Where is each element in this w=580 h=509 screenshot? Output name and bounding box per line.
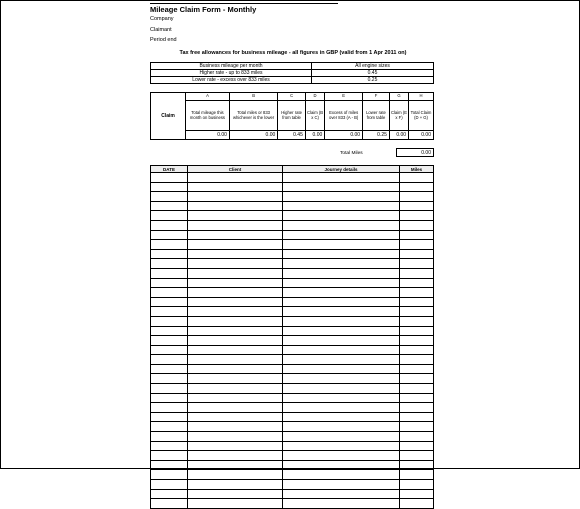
col-desc-h: Total Claim (D + G) bbox=[409, 101, 434, 131]
company-field[interactable]: Company bbox=[150, 16, 174, 22]
col-desc-g: Claim (E x F) bbox=[389, 101, 408, 131]
col-letter-e: E bbox=[325, 93, 363, 101]
journey-details-cell[interactable] bbox=[283, 278, 400, 288]
client-cell[interactable] bbox=[188, 489, 283, 499]
date-cell[interactable] bbox=[151, 499, 188, 509]
miles-cell[interactable] bbox=[400, 259, 434, 269]
rates-table bbox=[150, 62, 434, 84]
miles-cell[interactable] bbox=[400, 384, 434, 394]
client-cell[interactable] bbox=[188, 173, 283, 183]
date-cell[interactable] bbox=[151, 316, 188, 326]
journey-row bbox=[151, 230, 434, 240]
col-desc-c: Higher rate from table bbox=[278, 101, 306, 131]
client-cell[interactable] bbox=[188, 355, 283, 365]
miles-cell[interactable] bbox=[400, 182, 434, 192]
total-miles-value: 0.00 bbox=[396, 148, 434, 157]
date-cell[interactable] bbox=[151, 326, 188, 336]
miles-cell[interactable] bbox=[400, 326, 434, 336]
miles-cell[interactable] bbox=[400, 432, 434, 442]
total-miles-label: Total Miles bbox=[340, 151, 363, 156]
col-desc-a: Total mileage this month on business bbox=[186, 101, 230, 131]
journey-details-cell[interactable] bbox=[283, 259, 400, 269]
client-cell[interactable] bbox=[188, 182, 283, 192]
date-cell[interactable] bbox=[151, 451, 188, 461]
journey-details-cell[interactable] bbox=[283, 201, 400, 211]
client-cell[interactable] bbox=[188, 211, 283, 221]
higher-rate-value: 0.45 bbox=[312, 70, 434, 77]
miles-cell[interactable] bbox=[400, 316, 434, 326]
claim-table bbox=[150, 92, 434, 140]
miles-cell[interactable] bbox=[400, 499, 434, 509]
date-cell[interactable] bbox=[151, 192, 188, 202]
journey-row bbox=[151, 403, 434, 413]
client-cell[interactable] bbox=[188, 451, 283, 461]
journey-details-cell[interactable] bbox=[283, 499, 400, 509]
journey-row bbox=[151, 374, 434, 384]
journey-row bbox=[151, 220, 434, 230]
miles-cell[interactable] bbox=[400, 173, 434, 183]
miles-cell[interactable] bbox=[400, 268, 434, 278]
journey-row bbox=[151, 240, 434, 250]
date-cell[interactable] bbox=[151, 278, 188, 288]
client-cell[interactable] bbox=[188, 240, 283, 250]
miles-cell[interactable] bbox=[400, 393, 434, 403]
client-cell[interactable] bbox=[188, 422, 283, 432]
journey-details-cell[interactable] bbox=[283, 249, 400, 259]
col-desc-b: Total miles or 833 whichever is the lower bbox=[229, 101, 277, 131]
journey-details-cell[interactable] bbox=[283, 182, 400, 192]
journey-row bbox=[151, 489, 434, 499]
miles-cell[interactable] bbox=[400, 403, 434, 413]
journey-details-cell[interactable] bbox=[283, 441, 400, 451]
journey-row bbox=[151, 307, 434, 317]
miles-cell[interactable] bbox=[400, 288, 434, 298]
journey-details-cell[interactable] bbox=[283, 480, 400, 490]
journey-details-cell[interactable] bbox=[283, 393, 400, 403]
date-cell[interactable] bbox=[151, 173, 188, 183]
journey-row bbox=[151, 432, 434, 442]
miles-cell[interactable] bbox=[400, 374, 434, 384]
date-cell[interactable] bbox=[151, 259, 188, 269]
miles-cell[interactable] bbox=[400, 297, 434, 307]
miles-cell[interactable] bbox=[400, 355, 434, 365]
lower-rate-value: 0.25 bbox=[312, 77, 434, 84]
client-cell[interactable] bbox=[188, 259, 283, 269]
journey-row bbox=[151, 412, 434, 422]
journey-details-cell[interactable] bbox=[283, 403, 400, 413]
client-cell[interactable] bbox=[188, 384, 283, 394]
miles-cell[interactable] bbox=[400, 422, 434, 432]
date-cell[interactable] bbox=[151, 297, 188, 307]
date-cell[interactable] bbox=[151, 345, 188, 355]
client-cell[interactable] bbox=[188, 316, 283, 326]
col-desc-e: Excess of miles over 833 (A - B) bbox=[325, 101, 363, 131]
client-cell[interactable] bbox=[188, 393, 283, 403]
client-cell[interactable] bbox=[188, 220, 283, 230]
journey-row bbox=[151, 182, 434, 192]
col-value-f: 0.25 bbox=[363, 131, 390, 140]
date-cell[interactable] bbox=[151, 480, 188, 490]
journey-row bbox=[151, 268, 434, 278]
date-cell[interactable] bbox=[151, 240, 188, 250]
journey-details-cell[interactable] bbox=[283, 326, 400, 336]
miles-cell[interactable] bbox=[400, 249, 434, 259]
date-cell[interactable] bbox=[151, 201, 188, 211]
date-cell[interactable] bbox=[151, 412, 188, 422]
col-value-c: 0.45 bbox=[278, 131, 306, 140]
title-rule bbox=[150, 3, 338, 4]
date-cell[interactable] bbox=[151, 384, 188, 394]
journey-row bbox=[151, 192, 434, 202]
client-cell[interactable] bbox=[188, 326, 283, 336]
journey-row bbox=[151, 211, 434, 221]
col-letter-a: A bbox=[186, 93, 230, 101]
miles-cell[interactable] bbox=[400, 451, 434, 461]
journey-details-cell[interactable] bbox=[283, 268, 400, 278]
journey-details-cell[interactable] bbox=[283, 307, 400, 317]
col-value-h: 0.00 bbox=[409, 131, 434, 140]
client-cell[interactable] bbox=[188, 499, 283, 509]
journey-details-cell[interactable] bbox=[283, 432, 400, 442]
client-cell[interactable] bbox=[188, 230, 283, 240]
date-cell[interactable] bbox=[151, 441, 188, 451]
journey-row bbox=[151, 422, 434, 432]
journey-details-cell[interactable] bbox=[283, 173, 400, 183]
journey-details-cell[interactable] bbox=[283, 451, 400, 461]
col-value-b: 0.00 bbox=[229, 131, 277, 140]
journey-details-cell[interactable] bbox=[283, 230, 400, 240]
client-cell[interactable] bbox=[188, 470, 283, 480]
miles-cell[interactable] bbox=[400, 441, 434, 451]
col-desc-d: Claim (B x C) bbox=[305, 101, 324, 131]
client-cell[interactable] bbox=[188, 364, 283, 374]
miles-cell[interactable] bbox=[400, 345, 434, 355]
journey-row bbox=[151, 201, 434, 211]
col-value-d: 0.00 bbox=[305, 131, 324, 140]
miles-cell[interactable] bbox=[400, 460, 434, 470]
journey-row bbox=[151, 259, 434, 269]
journey-details-cell[interactable] bbox=[283, 240, 400, 250]
date-cell[interactable] bbox=[151, 182, 188, 192]
journey-row bbox=[151, 480, 434, 490]
miles-cell[interactable] bbox=[400, 470, 434, 480]
date-cell[interactable] bbox=[151, 470, 188, 480]
journey-row bbox=[151, 355, 434, 365]
journey-row bbox=[151, 364, 434, 374]
miles-cell[interactable] bbox=[400, 240, 434, 250]
date-cell[interactable] bbox=[151, 374, 188, 384]
header-date: DATE bbox=[151, 166, 188, 173]
journey-details-cell[interactable] bbox=[283, 355, 400, 365]
col-letter-g: G bbox=[389, 93, 408, 101]
col-letter-b: B bbox=[229, 93, 277, 101]
journey-details-cell[interactable] bbox=[283, 364, 400, 374]
rates-header-right: All engine sizes bbox=[312, 63, 434, 70]
journey-details-cell[interactable] bbox=[283, 211, 400, 221]
col-letter-d: D bbox=[305, 93, 324, 101]
journey-row bbox=[151, 336, 434, 346]
header-client: Client bbox=[188, 166, 283, 173]
journey-details-cell[interactable] bbox=[283, 384, 400, 394]
journey-row bbox=[151, 441, 434, 451]
journey-details-cell[interactable] bbox=[283, 460, 400, 470]
client-cell[interactable] bbox=[188, 441, 283, 451]
lower-rate-label: Lower rate - excess over 833 miles bbox=[151, 77, 312, 84]
form-title: Mileage Claim Form - Monthly bbox=[150, 5, 257, 14]
journey-details-cell[interactable] bbox=[283, 316, 400, 326]
date-cell[interactable] bbox=[151, 432, 188, 442]
allowance-subtitle: Tax free allowances for business mileage - all figures in GBP (valid from 1 Apr 2011 on) bbox=[179, 50, 407, 56]
journey-row bbox=[151, 173, 434, 183]
client-cell[interactable] bbox=[188, 288, 283, 298]
date-cell[interactable] bbox=[151, 364, 188, 374]
col-letter-h: H bbox=[409, 93, 434, 101]
col-letter-f: F bbox=[363, 93, 390, 101]
journey-details-cell[interactable] bbox=[283, 489, 400, 499]
client-cell[interactable] bbox=[188, 460, 283, 470]
higher-rate-label: Higher rate - up to 833 miles bbox=[151, 70, 312, 77]
header-miles: Miles bbox=[400, 166, 434, 173]
col-value-g: 0.00 bbox=[389, 131, 408, 140]
journey-row bbox=[151, 460, 434, 470]
journey-row bbox=[151, 278, 434, 288]
miles-cell[interactable] bbox=[400, 192, 434, 202]
journey-details-cell[interactable] bbox=[283, 345, 400, 355]
journey-table bbox=[150, 165, 434, 509]
client-cell[interactable] bbox=[188, 336, 283, 346]
journey-details-cell[interactable] bbox=[283, 297, 400, 307]
journey-row bbox=[151, 288, 434, 298]
journey-row bbox=[151, 451, 434, 461]
client-cell[interactable] bbox=[188, 374, 283, 384]
client-cell[interactable] bbox=[188, 403, 283, 413]
date-cell[interactable] bbox=[151, 460, 188, 470]
journey-details-cell[interactable] bbox=[283, 192, 400, 202]
journey-details-cell[interactable] bbox=[283, 336, 400, 346]
date-cell[interactable] bbox=[151, 489, 188, 499]
date-cell[interactable] bbox=[151, 220, 188, 230]
claimant-field[interactable]: Claimant bbox=[150, 27, 172, 33]
journey-details-cell[interactable] bbox=[283, 470, 400, 480]
journey-details-cell[interactable] bbox=[283, 422, 400, 432]
miles-cell[interactable] bbox=[400, 336, 434, 346]
client-cell[interactable] bbox=[188, 201, 283, 211]
journey-row bbox=[151, 316, 434, 326]
journey-row bbox=[151, 326, 434, 336]
miles-cell[interactable] bbox=[400, 220, 434, 230]
client-cell[interactable] bbox=[188, 268, 283, 278]
date-cell[interactable] bbox=[151, 249, 188, 259]
date-cell[interactable] bbox=[151, 403, 188, 413]
client-cell[interactable] bbox=[188, 480, 283, 490]
miles-cell[interactable] bbox=[400, 201, 434, 211]
date-cell[interactable] bbox=[151, 268, 188, 278]
miles-cell[interactable] bbox=[400, 211, 434, 221]
client-cell[interactable] bbox=[188, 249, 283, 259]
col-letter-c: C bbox=[278, 93, 306, 101]
client-cell[interactable] bbox=[188, 192, 283, 202]
journey-row bbox=[151, 297, 434, 307]
client-cell[interactable] bbox=[188, 297, 283, 307]
col-value-e: 0.00 bbox=[325, 131, 363, 140]
miles-cell[interactable] bbox=[400, 480, 434, 490]
client-cell[interactable] bbox=[188, 432, 283, 442]
miles-cell[interactable] bbox=[400, 278, 434, 288]
date-cell[interactable] bbox=[151, 288, 188, 298]
journey-details-cell[interactable] bbox=[283, 412, 400, 422]
date-cell[interactable] bbox=[151, 336, 188, 346]
date-cell[interactable] bbox=[151, 422, 188, 432]
header-journey-details: Journey details bbox=[283, 166, 400, 173]
rates-header-left: Business mileage per month bbox=[151, 63, 312, 70]
client-cell[interactable] bbox=[188, 307, 283, 317]
journey-details-cell[interactable] bbox=[283, 374, 400, 384]
date-cell[interactable] bbox=[151, 307, 188, 317]
miles-cell[interactable] bbox=[400, 307, 434, 317]
journey-row bbox=[151, 393, 434, 403]
miles-cell[interactable] bbox=[400, 489, 434, 499]
date-cell[interactable] bbox=[151, 393, 188, 403]
journey-details-cell[interactable] bbox=[283, 220, 400, 230]
journey-row bbox=[151, 470, 434, 480]
miles-cell[interactable] bbox=[400, 230, 434, 240]
col-value-a[interactable]: 0.00 bbox=[186, 131, 230, 140]
date-cell[interactable] bbox=[151, 211, 188, 221]
miles-cell[interactable] bbox=[400, 364, 434, 374]
period-end-field[interactable]: Period end bbox=[150, 37, 177, 43]
date-cell[interactable] bbox=[151, 230, 188, 240]
client-cell[interactable] bbox=[188, 345, 283, 355]
col-desc-f: Lower rate from table bbox=[363, 101, 390, 131]
journey-row bbox=[151, 499, 434, 509]
journey-row bbox=[151, 345, 434, 355]
client-cell[interactable] bbox=[188, 412, 283, 422]
client-cell[interactable] bbox=[188, 278, 283, 288]
miles-cell[interactable] bbox=[400, 412, 434, 422]
journey-row bbox=[151, 249, 434, 259]
date-cell[interactable] bbox=[151, 355, 188, 365]
journey-details-cell[interactable] bbox=[283, 288, 400, 298]
claim-row-label: Claim bbox=[151, 93, 186, 140]
journey-row bbox=[151, 384, 434, 394]
